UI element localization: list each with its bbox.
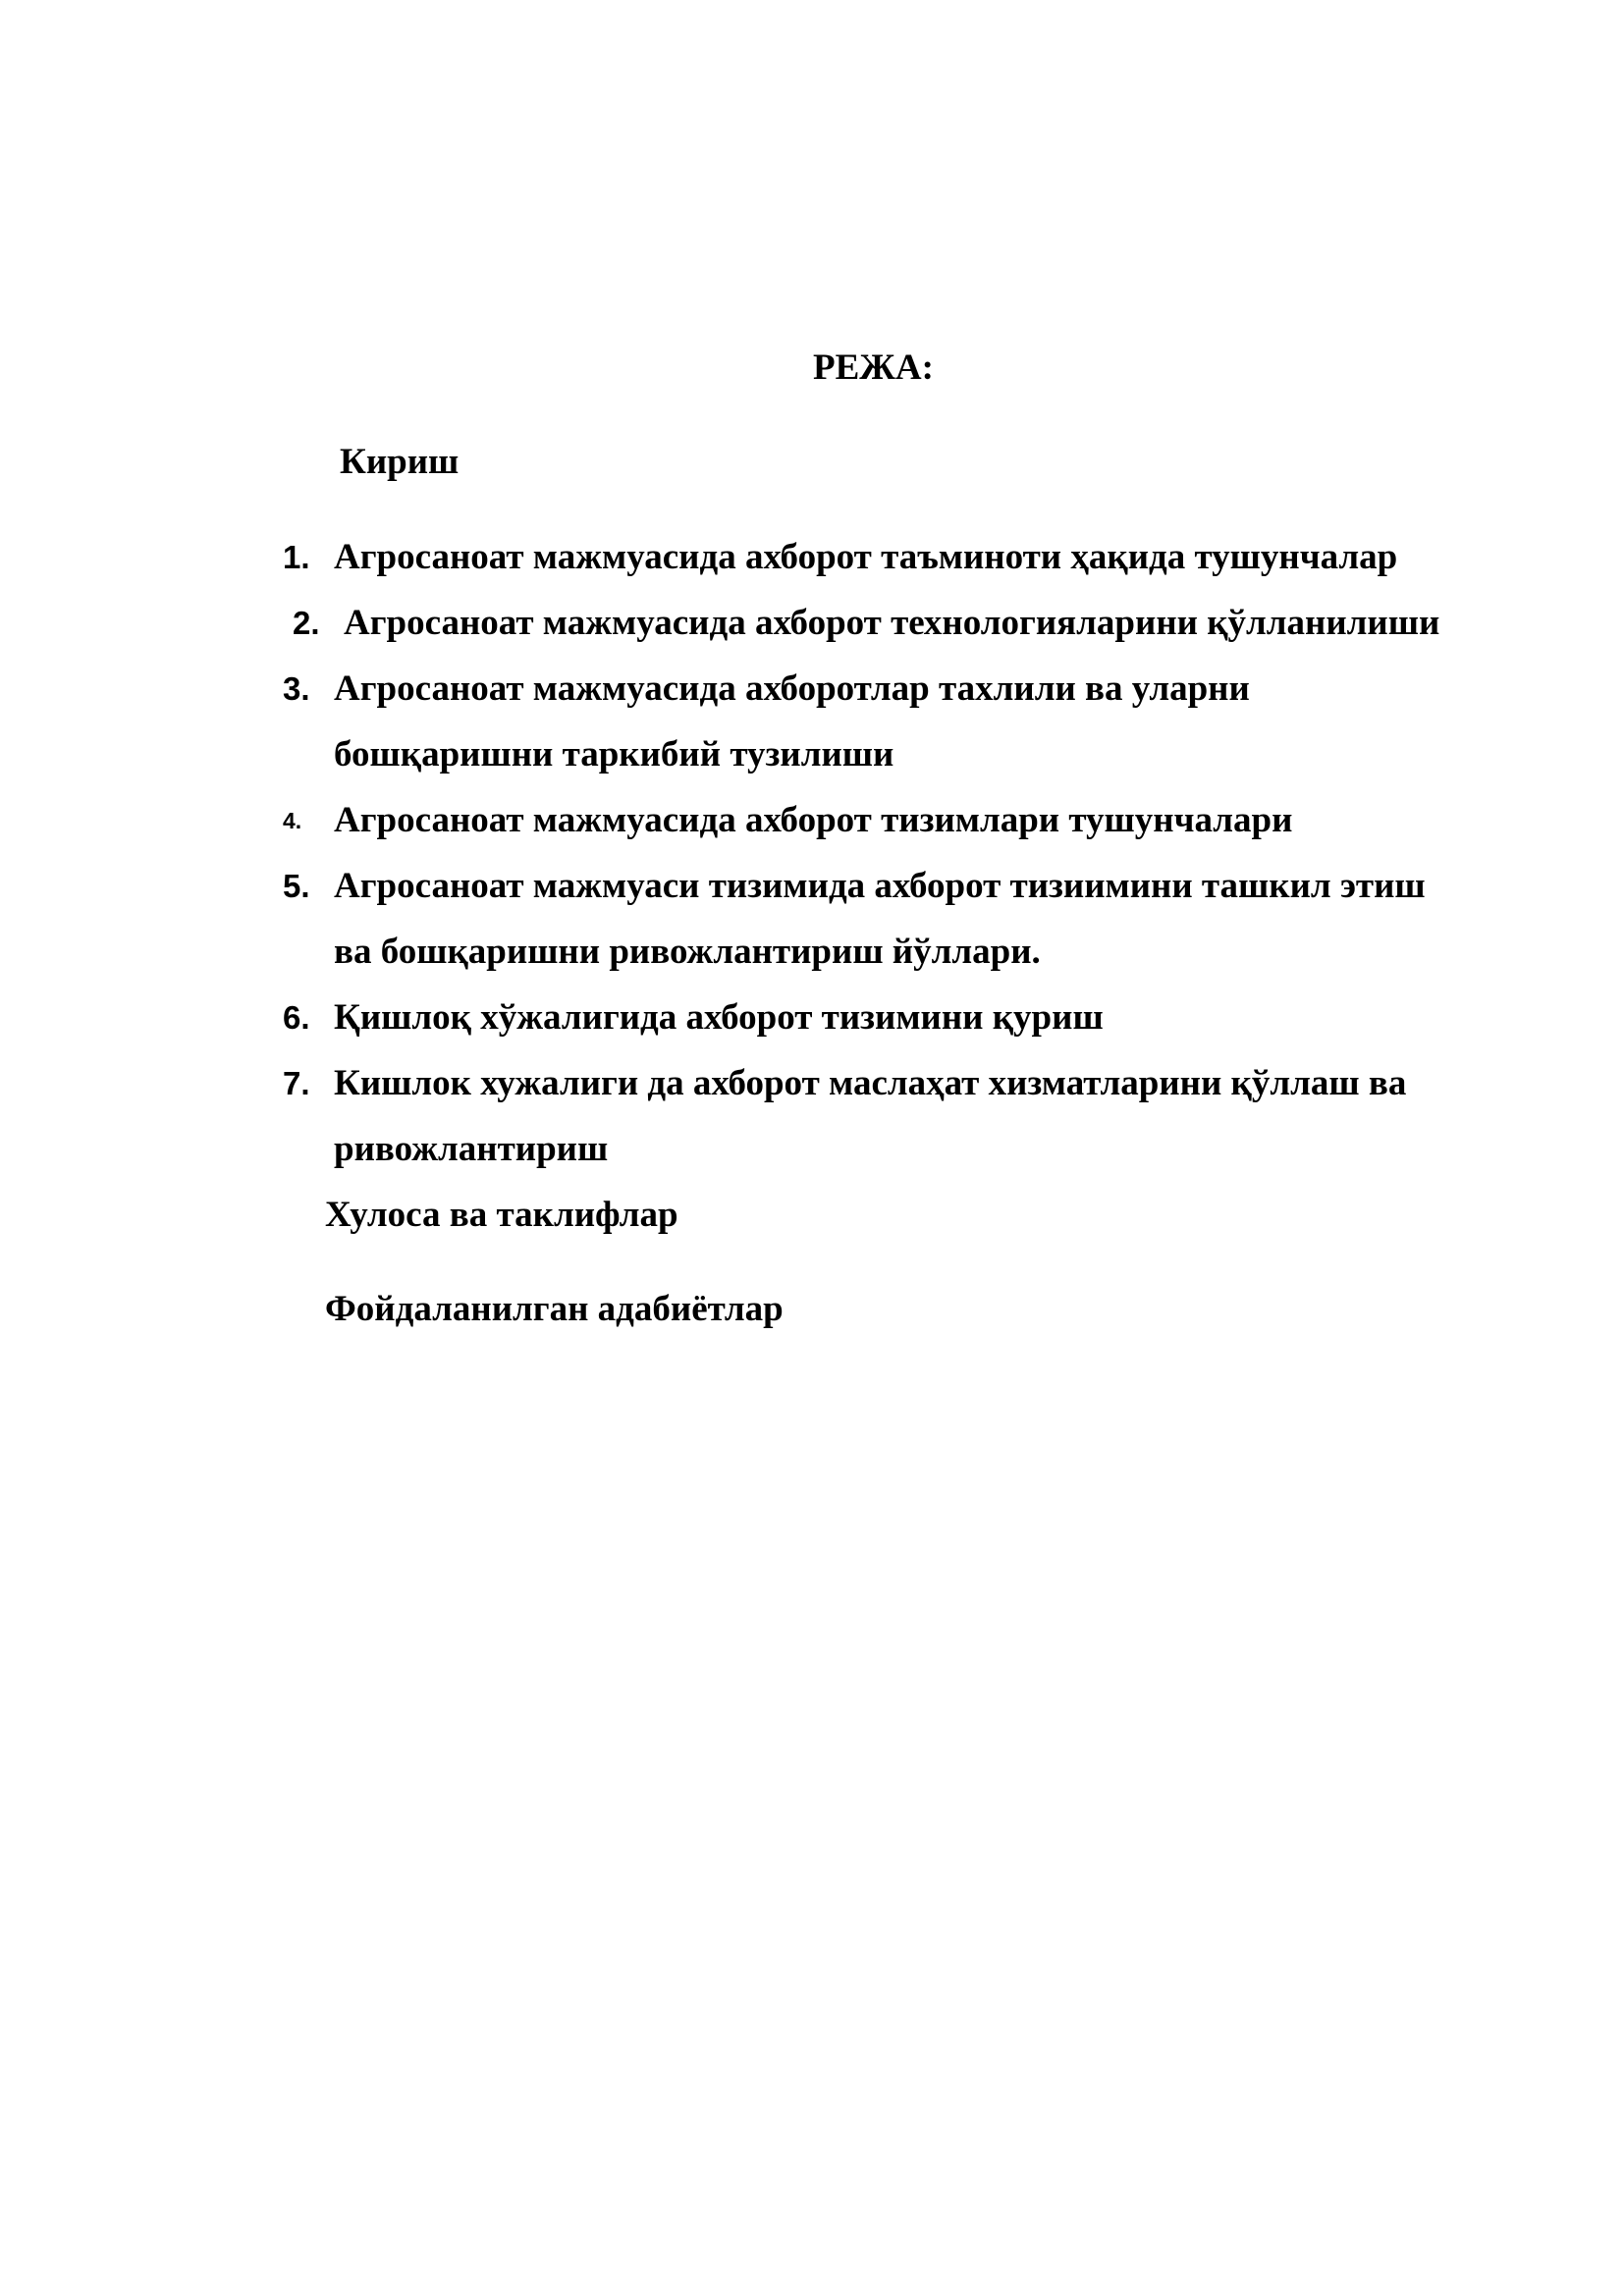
intro-heading: Кириш	[340, 442, 460, 482]
toc-item: Агросаноат мажмуаси тизимида ахборот тизиимини ташкил этиш	[334, 866, 1426, 906]
toc-item-continuation: ривожлантириш	[334, 1129, 609, 1169]
toc-item: Агросаноат мажмуасида ахборот таъминоти ҳақида тушунчалар	[334, 537, 1398, 577]
toc-item-continuation: бошқаришни таркибий тузилиши	[334, 734, 894, 774]
item-number: 1.	[283, 539, 310, 575]
item-number: 6.	[283, 999, 310, 1036]
plan-title: РЕЖА:	[813, 347, 934, 388]
toc-item: Агросаноат мажмуасида ахборот технологияларини қўлланилиши	[344, 603, 1440, 643]
toc-item: Кишлок хужалиги да ахборот маслаҳат хизматларини қўллаш ва	[334, 1063, 1407, 1103]
toc-item: Агросаноат мажмуасида ахборотлар тахлили ва уларни	[334, 668, 1250, 709]
item-number: 2.	[293, 605, 320, 641]
toc-item: Агросаноат мажмуасида ахборот тизимлари тушунчалари	[334, 800, 1293, 840]
item-number: 3.	[283, 670, 310, 707]
toc-item-continuation: ва бошқаришни ривожлантириш йўллари.	[334, 932, 1041, 972]
conclusion-heading: Хулоса ва таклифлар	[325, 1195, 678, 1235]
item-number: 7.	[283, 1065, 310, 1101]
item-number: 4.	[283, 808, 302, 833]
toc-item: Қишлоқ хўжалигида ахборот тизимини қуриш	[334, 997, 1104, 1038]
references-heading: Фойдаланилган адабиётлар	[325, 1289, 784, 1329]
item-number: 5.	[283, 868, 310, 904]
